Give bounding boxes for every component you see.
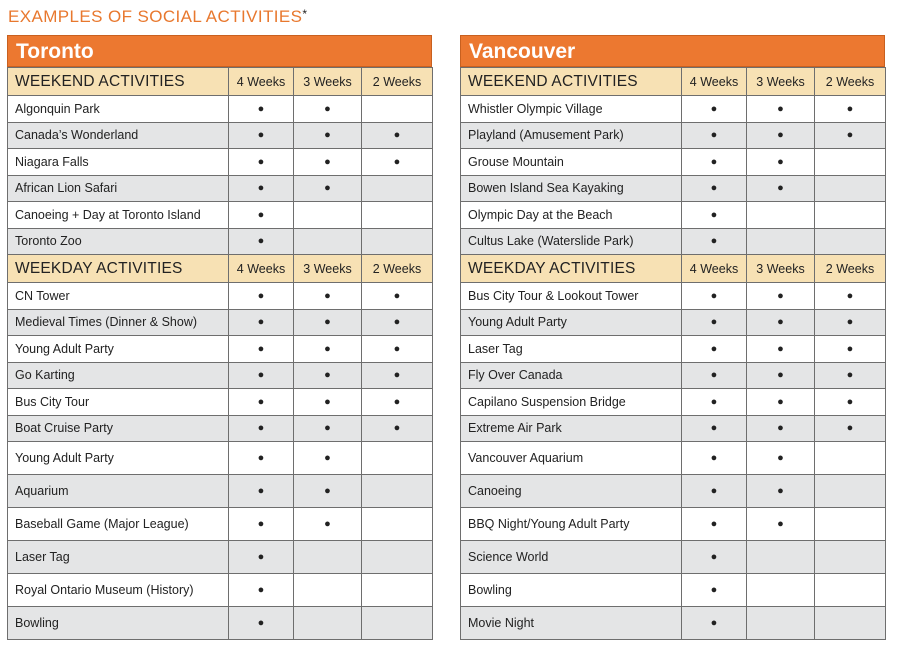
column-header-3-weeks: 3 Weeks <box>747 255 815 283</box>
activity-row <box>461 442 886 475</box>
availability-w3-cell: ● <box>747 336 815 363</box>
column-header-2-weeks: 2 Weeks <box>362 68 433 96</box>
availability-w4-cell: ● <box>229 607 294 640</box>
availability-w4-cell: ● <box>682 228 747 255</box>
availability-w2-cell: ● <box>815 122 886 149</box>
activity-row <box>461 415 886 442</box>
activity-name: African Lion Safari <box>8 175 229 202</box>
availability-w2-cell <box>815 228 886 255</box>
activity-row <box>8 149 433 176</box>
activity-name: Playland (Amusement Park) <box>461 122 682 149</box>
activity-row <box>461 309 886 336</box>
activity-name: Bus City Tour <box>8 389 229 416</box>
activity-name: Young Adult Party <box>8 442 229 475</box>
availability-w2-cell: ● <box>815 389 886 416</box>
city-panel-toronto <box>7 35 432 640</box>
section-header-row <box>8 255 433 283</box>
availability-w4-cell: ● <box>229 574 294 607</box>
availability-w4-cell: ● <box>229 175 294 202</box>
activity-name: Toronto Zoo <box>8 228 229 255</box>
availability-w2-cell: ● <box>362 362 433 389</box>
availability-w3-cell: ● <box>294 362 362 389</box>
availability-w2-cell <box>815 541 886 574</box>
availability-w2-cell <box>815 442 886 475</box>
activity-row <box>8 309 433 336</box>
availability-w2-cell: ● <box>815 309 886 336</box>
activity-name: Bus City Tour & Lookout Tower <box>461 283 682 310</box>
column-header-3-weeks: 3 Weeks <box>294 255 362 283</box>
activity-row <box>461 574 886 607</box>
availability-w3-cell: ● <box>294 283 362 310</box>
availability-w2-cell <box>815 149 886 176</box>
availability-w2-cell <box>362 541 433 574</box>
availability-w4-cell: ● <box>229 96 294 123</box>
availability-w3-cell: ● <box>294 415 362 442</box>
activity-name: BBQ Night/Young Adult Party <box>461 508 682 541</box>
activity-name: Movie Night <box>461 607 682 640</box>
activity-row <box>8 541 433 574</box>
activity-row <box>461 389 886 416</box>
availability-w3-cell: ● <box>747 415 815 442</box>
availability-w3-cell: ● <box>294 389 362 416</box>
column-header-4-weeks: 4 Weeks <box>229 255 294 283</box>
section-heading: WEEKDAY ACTIVITIES <box>461 255 682 283</box>
availability-w4-cell: ● <box>229 336 294 363</box>
availability-w2-cell <box>362 202 433 229</box>
activity-name: Bowen Island Sea Kayaking <box>461 175 682 202</box>
availability-w2-cell: ● <box>815 415 886 442</box>
availability-w3-cell: ● <box>747 362 815 389</box>
activity-name: Bowling <box>461 574 682 607</box>
column-header-2-weeks: 2 Weeks <box>362 255 433 283</box>
availability-w4-cell: ● <box>229 362 294 389</box>
activity-name: Niagara Falls <box>8 149 229 176</box>
activities-table <box>7 67 433 640</box>
activity-name: Algonquin Park <box>8 96 229 123</box>
availability-w3-cell: ● <box>747 96 815 123</box>
availability-w3-cell <box>747 228 815 255</box>
availability-w4-cell: ● <box>229 389 294 416</box>
column-header-3-weeks: 3 Weeks <box>747 68 815 96</box>
availability-w3-cell: ● <box>294 96 362 123</box>
activity-row <box>8 475 433 508</box>
availability-w4-cell: ● <box>229 149 294 176</box>
availability-w3-cell: ● <box>747 309 815 336</box>
column-header-3-weeks: 3 Weeks <box>294 68 362 96</box>
availability-w3-cell: ● <box>747 149 815 176</box>
activity-name: Canoeing <box>461 475 682 508</box>
activity-row <box>461 475 886 508</box>
availability-w2-cell <box>815 508 886 541</box>
activity-row <box>8 202 433 229</box>
availability-w4-cell: ● <box>682 336 747 363</box>
availability-w2-cell: ● <box>362 283 433 310</box>
column-header-2-weeks: 2 Weeks <box>815 255 886 283</box>
activity-name: CN Tower <box>8 283 229 310</box>
availability-w2-cell: ● <box>362 309 433 336</box>
availability-w3-cell: ● <box>294 175 362 202</box>
availability-w4-cell: ● <box>682 362 747 389</box>
availability-w4-cell: ● <box>682 607 747 640</box>
availability-w2-cell <box>362 175 433 202</box>
availability-w2-cell: ● <box>815 96 886 123</box>
availability-w4-cell: ● <box>229 442 294 475</box>
availability-w2-cell: ● <box>362 149 433 176</box>
activity-name: Grouse Mountain <box>461 149 682 176</box>
availability-w2-cell <box>362 475 433 508</box>
availability-w3-cell: ● <box>294 122 362 149</box>
availability-w3-cell: ● <box>294 336 362 363</box>
activity-row <box>461 175 886 202</box>
activity-row <box>461 96 886 123</box>
activities-table <box>460 67 886 640</box>
availability-w4-cell: ● <box>682 475 747 508</box>
activity-row <box>8 336 433 363</box>
availability-w2-cell <box>362 96 433 123</box>
availability-w4-cell: ● <box>229 415 294 442</box>
availability-w2-cell <box>362 442 433 475</box>
section-header-row <box>461 68 886 96</box>
activity-name: Laser Tag <box>461 336 682 363</box>
availability-w3-cell: ● <box>747 475 815 508</box>
activity-name: Baseball Game (Major League) <box>8 508 229 541</box>
activity-name: Medieval Times (Dinner & Show) <box>8 309 229 336</box>
activity-name: Olympic Day at the Beach <box>461 202 682 229</box>
activity-row <box>8 175 433 202</box>
availability-w3-cell: ● <box>294 475 362 508</box>
availability-w2-cell <box>362 607 433 640</box>
availability-w3-cell: ● <box>294 309 362 336</box>
availability-w4-cell: ● <box>229 202 294 229</box>
city-title: Toronto <box>7 35 432 67</box>
footnote-mark: * <box>302 7 308 21</box>
activity-row <box>461 541 886 574</box>
activity-name: Vancouver Aquarium <box>461 442 682 475</box>
availability-w3-cell: ● <box>747 122 815 149</box>
availability-w3-cell <box>747 202 815 229</box>
column-header-4-weeks: 4 Weeks <box>682 68 747 96</box>
availability-w3-cell: ● <box>294 442 362 475</box>
availability-w4-cell: ● <box>229 122 294 149</box>
availability-w3-cell: ● <box>747 442 815 475</box>
availability-w2-cell <box>815 574 886 607</box>
availability-w4-cell: ● <box>682 442 747 475</box>
city-title: Vancouver <box>460 35 885 67</box>
activity-row <box>461 607 886 640</box>
activity-name: Capilano Suspension Bridge <box>461 389 682 416</box>
availability-w3-cell: ● <box>294 149 362 176</box>
activity-name: Laser Tag <box>8 541 229 574</box>
availability-w3-cell: ● <box>747 508 815 541</box>
availability-w4-cell: ● <box>682 202 747 229</box>
availability-w4-cell: ● <box>229 475 294 508</box>
availability-w4-cell: ● <box>682 389 747 416</box>
activity-name: Whistler Olympic Village <box>461 96 682 123</box>
activity-row <box>461 202 886 229</box>
availability-w2-cell: ● <box>362 389 433 416</box>
availability-w2-cell: ● <box>815 283 886 310</box>
column-header-4-weeks: 4 Weeks <box>682 255 747 283</box>
page-title-text: EXAMPLES OF SOCIAL ACTIVITIES <box>8 7 303 26</box>
availability-w3-cell: ● <box>747 283 815 310</box>
activity-row <box>461 283 886 310</box>
availability-w3-cell: ● <box>747 389 815 416</box>
activity-row <box>8 415 433 442</box>
availability-w3-cell <box>747 541 815 574</box>
activity-row <box>461 508 886 541</box>
activity-row <box>461 149 886 176</box>
availability-w3-cell <box>294 541 362 574</box>
activity-row <box>8 122 433 149</box>
activity-name: Aquarium <box>8 475 229 508</box>
activity-row <box>8 228 433 255</box>
activity-row <box>8 389 433 416</box>
section-heading: WEEKEND ACTIVITIES <box>461 68 682 96</box>
availability-w2-cell <box>815 202 886 229</box>
availability-w3-cell <box>294 228 362 255</box>
activity-name: Cultus Lake (Waterslide Park) <box>461 228 682 255</box>
availability-w3-cell: ● <box>747 175 815 202</box>
availability-w4-cell: ● <box>682 574 747 607</box>
availability-w2-cell <box>362 228 433 255</box>
activity-name: Extreme Air Park <box>461 415 682 442</box>
availability-w4-cell: ● <box>682 283 747 310</box>
availability-w4-cell: ● <box>682 541 747 574</box>
availability-w4-cell: ● <box>682 508 747 541</box>
activity-row <box>8 508 433 541</box>
activity-row <box>461 336 886 363</box>
availability-w4-cell: ● <box>229 508 294 541</box>
availability-w2-cell <box>815 475 886 508</box>
availability-w2-cell <box>815 175 886 202</box>
section-header-row <box>461 255 886 283</box>
activity-row <box>8 96 433 123</box>
activity-name: Go Karting <box>8 362 229 389</box>
section-heading: WEEKDAY ACTIVITIES <box>8 255 229 283</box>
availability-w4-cell: ● <box>229 283 294 310</box>
availability-w4-cell: ● <box>682 415 747 442</box>
activity-name: Young Adult Party <box>461 309 682 336</box>
activity-name: Canoeing + Day at Toronto Island <box>8 202 229 229</box>
availability-w2-cell: ● <box>815 336 886 363</box>
activity-name: Bowling <box>8 607 229 640</box>
availability-w2-cell: ● <box>362 336 433 363</box>
activity-row <box>8 607 433 640</box>
activity-name: Fly Over Canada <box>461 362 682 389</box>
availability-w4-cell: ● <box>229 541 294 574</box>
column-header-2-weeks: 2 Weeks <box>815 68 886 96</box>
activity-row <box>461 228 886 255</box>
availability-w4-cell: ● <box>682 122 747 149</box>
activity-name: Boat Cruise Party <box>8 415 229 442</box>
availability-w3-cell <box>747 574 815 607</box>
section-heading: WEEKEND ACTIVITIES <box>8 68 229 96</box>
column-header-4-weeks: 4 Weeks <box>229 68 294 96</box>
availability-w2-cell: ● <box>362 122 433 149</box>
availability-w4-cell: ● <box>682 309 747 336</box>
availability-w4-cell: ● <box>682 149 747 176</box>
section-header-row <box>8 68 433 96</box>
page-title <box>8 7 307 27</box>
activity-row <box>8 362 433 389</box>
activity-row <box>8 574 433 607</box>
activity-name: Young Adult Party <box>8 336 229 363</box>
availability-w2-cell <box>815 607 886 640</box>
availability-w4-cell: ● <box>682 175 747 202</box>
activity-row <box>8 283 433 310</box>
activity-row <box>8 442 433 475</box>
availability-w2-cell: ● <box>815 362 886 389</box>
activity-row <box>461 122 886 149</box>
availability-w3-cell <box>747 607 815 640</box>
availability-w3-cell <box>294 202 362 229</box>
availability-w4-cell: ● <box>682 96 747 123</box>
availability-w4-cell: ● <box>229 309 294 336</box>
activity-name: Science World <box>461 541 682 574</box>
availability-w2-cell <box>362 508 433 541</box>
activity-name: Canada’s Wonderland <box>8 122 229 149</box>
activity-name: Royal Ontario Museum (History) <box>8 574 229 607</box>
activity-row <box>461 362 886 389</box>
availability-w3-cell: ● <box>294 508 362 541</box>
city-panel-vancouver <box>460 35 885 640</box>
availability-w2-cell <box>362 574 433 607</box>
availability-w2-cell: ● <box>362 415 433 442</box>
availability-w3-cell <box>294 574 362 607</box>
availability-w3-cell <box>294 607 362 640</box>
availability-w4-cell: ● <box>229 228 294 255</box>
